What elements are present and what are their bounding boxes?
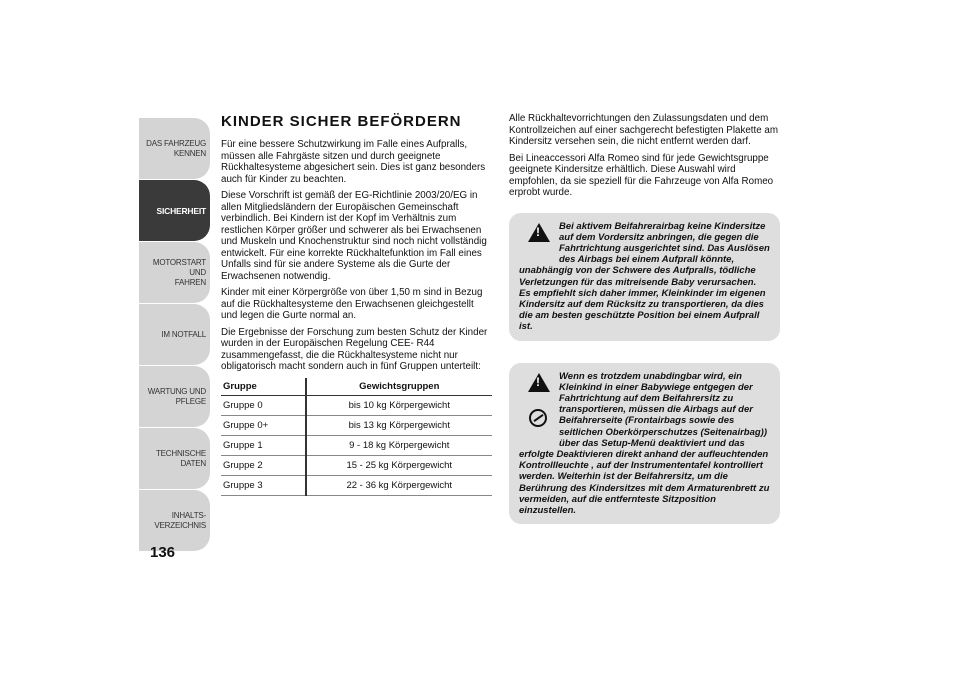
cell-weight: 9 - 18 kg Körpergewicht (306, 435, 492, 455)
chapter-sidebar (139, 118, 210, 552)
warning-box-babyseat (509, 363, 780, 525)
tab-label: PFLEGE (175, 396, 206, 406)
warning-triangle-icon (528, 223, 550, 242)
tab-label: SICHERHEIT (156, 205, 206, 216)
cell-group: Gruppe 1 (221, 435, 306, 455)
tab-inhaltsverzeichnis[interactable] (139, 490, 210, 551)
paragraph: Für eine bessere Schutzwirkung im Falle eines Aufpralls, müssen alle Fahrgäste sitzen und durch geeignete Rückhaltesysteme abgesichert sein. Dies ist ganz besonders auch für Kinder zu beachten. (221, 139, 486, 185)
table-row (221, 435, 492, 455)
airbag-off-icon (529, 409, 547, 427)
tab-label: INHALTS- (171, 510, 206, 520)
page-number: 136 (150, 544, 176, 561)
warning-triangle-icon (528, 373, 550, 392)
tab-das-fahrzeug-kennen[interactable] (139, 118, 210, 179)
cell-group: Gruppe 0+ (221, 415, 306, 435)
tab-motorstart-und-fahren[interactable] (139, 242, 210, 303)
col-header-gruppe: Gruppe (221, 378, 306, 396)
cell-weight: 22 - 36 kg Körpergewicht (306, 475, 492, 495)
tab-technische-daten[interactable] (139, 428, 210, 489)
paragraph: Alle Rückhaltevorrichtungen den Zulassungsdaten und dem Kontrollzeichen auf einer sachgerecht befestigten Plakette am Kindersitz versehen sein, die nicht entfernt werden darf. (509, 113, 779, 147)
left-column (221, 113, 492, 496)
tab-label: KENNEN (173, 148, 206, 158)
cell-weight: 15 - 25 kg Körpergewicht (306, 455, 492, 475)
warning-text: Bei aktivem Beifahrerairbag keine Kindersitze auf dem Vordersitz anbringen, die gegen die Fahrtrichtung ausgerichtet sind. Das Auslösen des Airbags bei einem Aufprall könnte, unabhängig von der Schwere des Aufpralls, tödliche Verletzungen für das mitreisende Baby verursachen. Es empfiehlt sich daher immer, Kleinkinder im eigenen Kindersitz auf dem Rücksitz zu transportieren, da dies die am besten geschützte Position bei einem Aufprall ist. (519, 220, 770, 333)
tab-label: IM NOTFALL (161, 329, 206, 339)
cell-weight: bis 10 kg Körpergewicht (306, 395, 492, 415)
paragraph: Kinder mit einer Körpergröße von über 1,50 m sind in Bezug auf die Rückhaltesysteme den Erwachsenen gleichgestellt und legen die Gurte normal an. (221, 287, 483, 321)
weight-group-table (221, 378, 492, 496)
tab-label: VERZEICHNIS (154, 520, 206, 530)
cell-group: Gruppe 0 (221, 395, 306, 415)
warning-box-airbag (509, 213, 780, 341)
table-row (221, 455, 492, 475)
warning-icon-wrapper (519, 371, 559, 443)
tab-label: MOTORSTART UND (152, 257, 206, 277)
section-heading: KINDER SICHER BEFÖRDERN (221, 113, 462, 130)
warning-icon-wrapper (519, 221, 559, 257)
cell-group: Gruppe 2 (221, 455, 306, 475)
tab-label: DAS FAHRZEUG (146, 138, 206, 148)
tab-label: TECHNISCHE DATEN (155, 448, 206, 468)
right-column (509, 113, 780, 524)
tab-label: WARTUNG UND (147, 386, 206, 396)
table-row (221, 475, 492, 495)
paragraph: Bei Lineaccessori Alfa Romeo sind für jede Gewichtsgruppe geeignete Kindersitze erhältlich. Diese Auswahl wird empfohlen, da sie speziell für die Fahrzeuge von Alfa Romeo erprobt wurde. (509, 152, 774, 198)
cell-weight: bis 13 kg Körpergewicht (306, 415, 492, 435)
paragraph: Diese Vorschrift ist gemäß der EG-Richtlinie 2003/20/EG in allen Mitgliedsländern der Europäischen Gemeinschaft verbindlich. Bei Kindern ist der Kopf im Verhältnis zum restlichen Körper größer und schwerer als bei Erwachsenen und Muskeln und Knochenstruktur sind noch nicht vollständig entwickelt. Für eine korrekte Rückhaltefunktion im Fall eines Unfalls sind für sie andere Systeme als die Gurte der Erwachsenen notwendig. (221, 190, 487, 282)
tab-im-notfall[interactable] (139, 304, 210, 365)
cell-group: Gruppe 3 (221, 475, 306, 495)
tab-wartung-und-pflege[interactable] (139, 366, 210, 427)
table-row (221, 395, 492, 415)
warning-text: Wenn es trotzdem unabdingbar wird, ein Kleinkind in einer Babywiege entgegen der Fahrtrichtung auf dem Beifahrersitz zu transportieren, müssen die Airbags auf der Beifahrerseite (Frontairbags sowie des seitlichen Oberkörperschutzes (Seitenairbag)) über das Setup-Menü deaktiviert und das erfolgte Deaktivieren direkt anhand der aufleuchtenden Kontrollleuchte , auf der Instrumententafel kontrolliert werden. Weiterhin ist der Beifahrersitz, um die Berührung des Kindersitzes mit dem Armaturenbrett zu vermeiden, auf die entfernteste Sitzposition einzustellen. (519, 370, 770, 516)
tab-sicherheit[interactable] (139, 180, 210, 241)
tab-label: FAHREN (174, 277, 206, 287)
col-header-gewichtsgruppen: Gewichtsgruppen (306, 378, 492, 396)
table-header-row (221, 378, 492, 396)
paragraph: Die Ergebnisse der Forschung zum besten Schutz der Kinder wurden in der Europäischen Regelung CEE- R44 zusammengefasst, die die Rückhaltesysteme nicht nur obligatorisch macht sondern auch in fünf Gruppen unterteilt: (221, 326, 488, 372)
table-row (221, 415, 492, 435)
